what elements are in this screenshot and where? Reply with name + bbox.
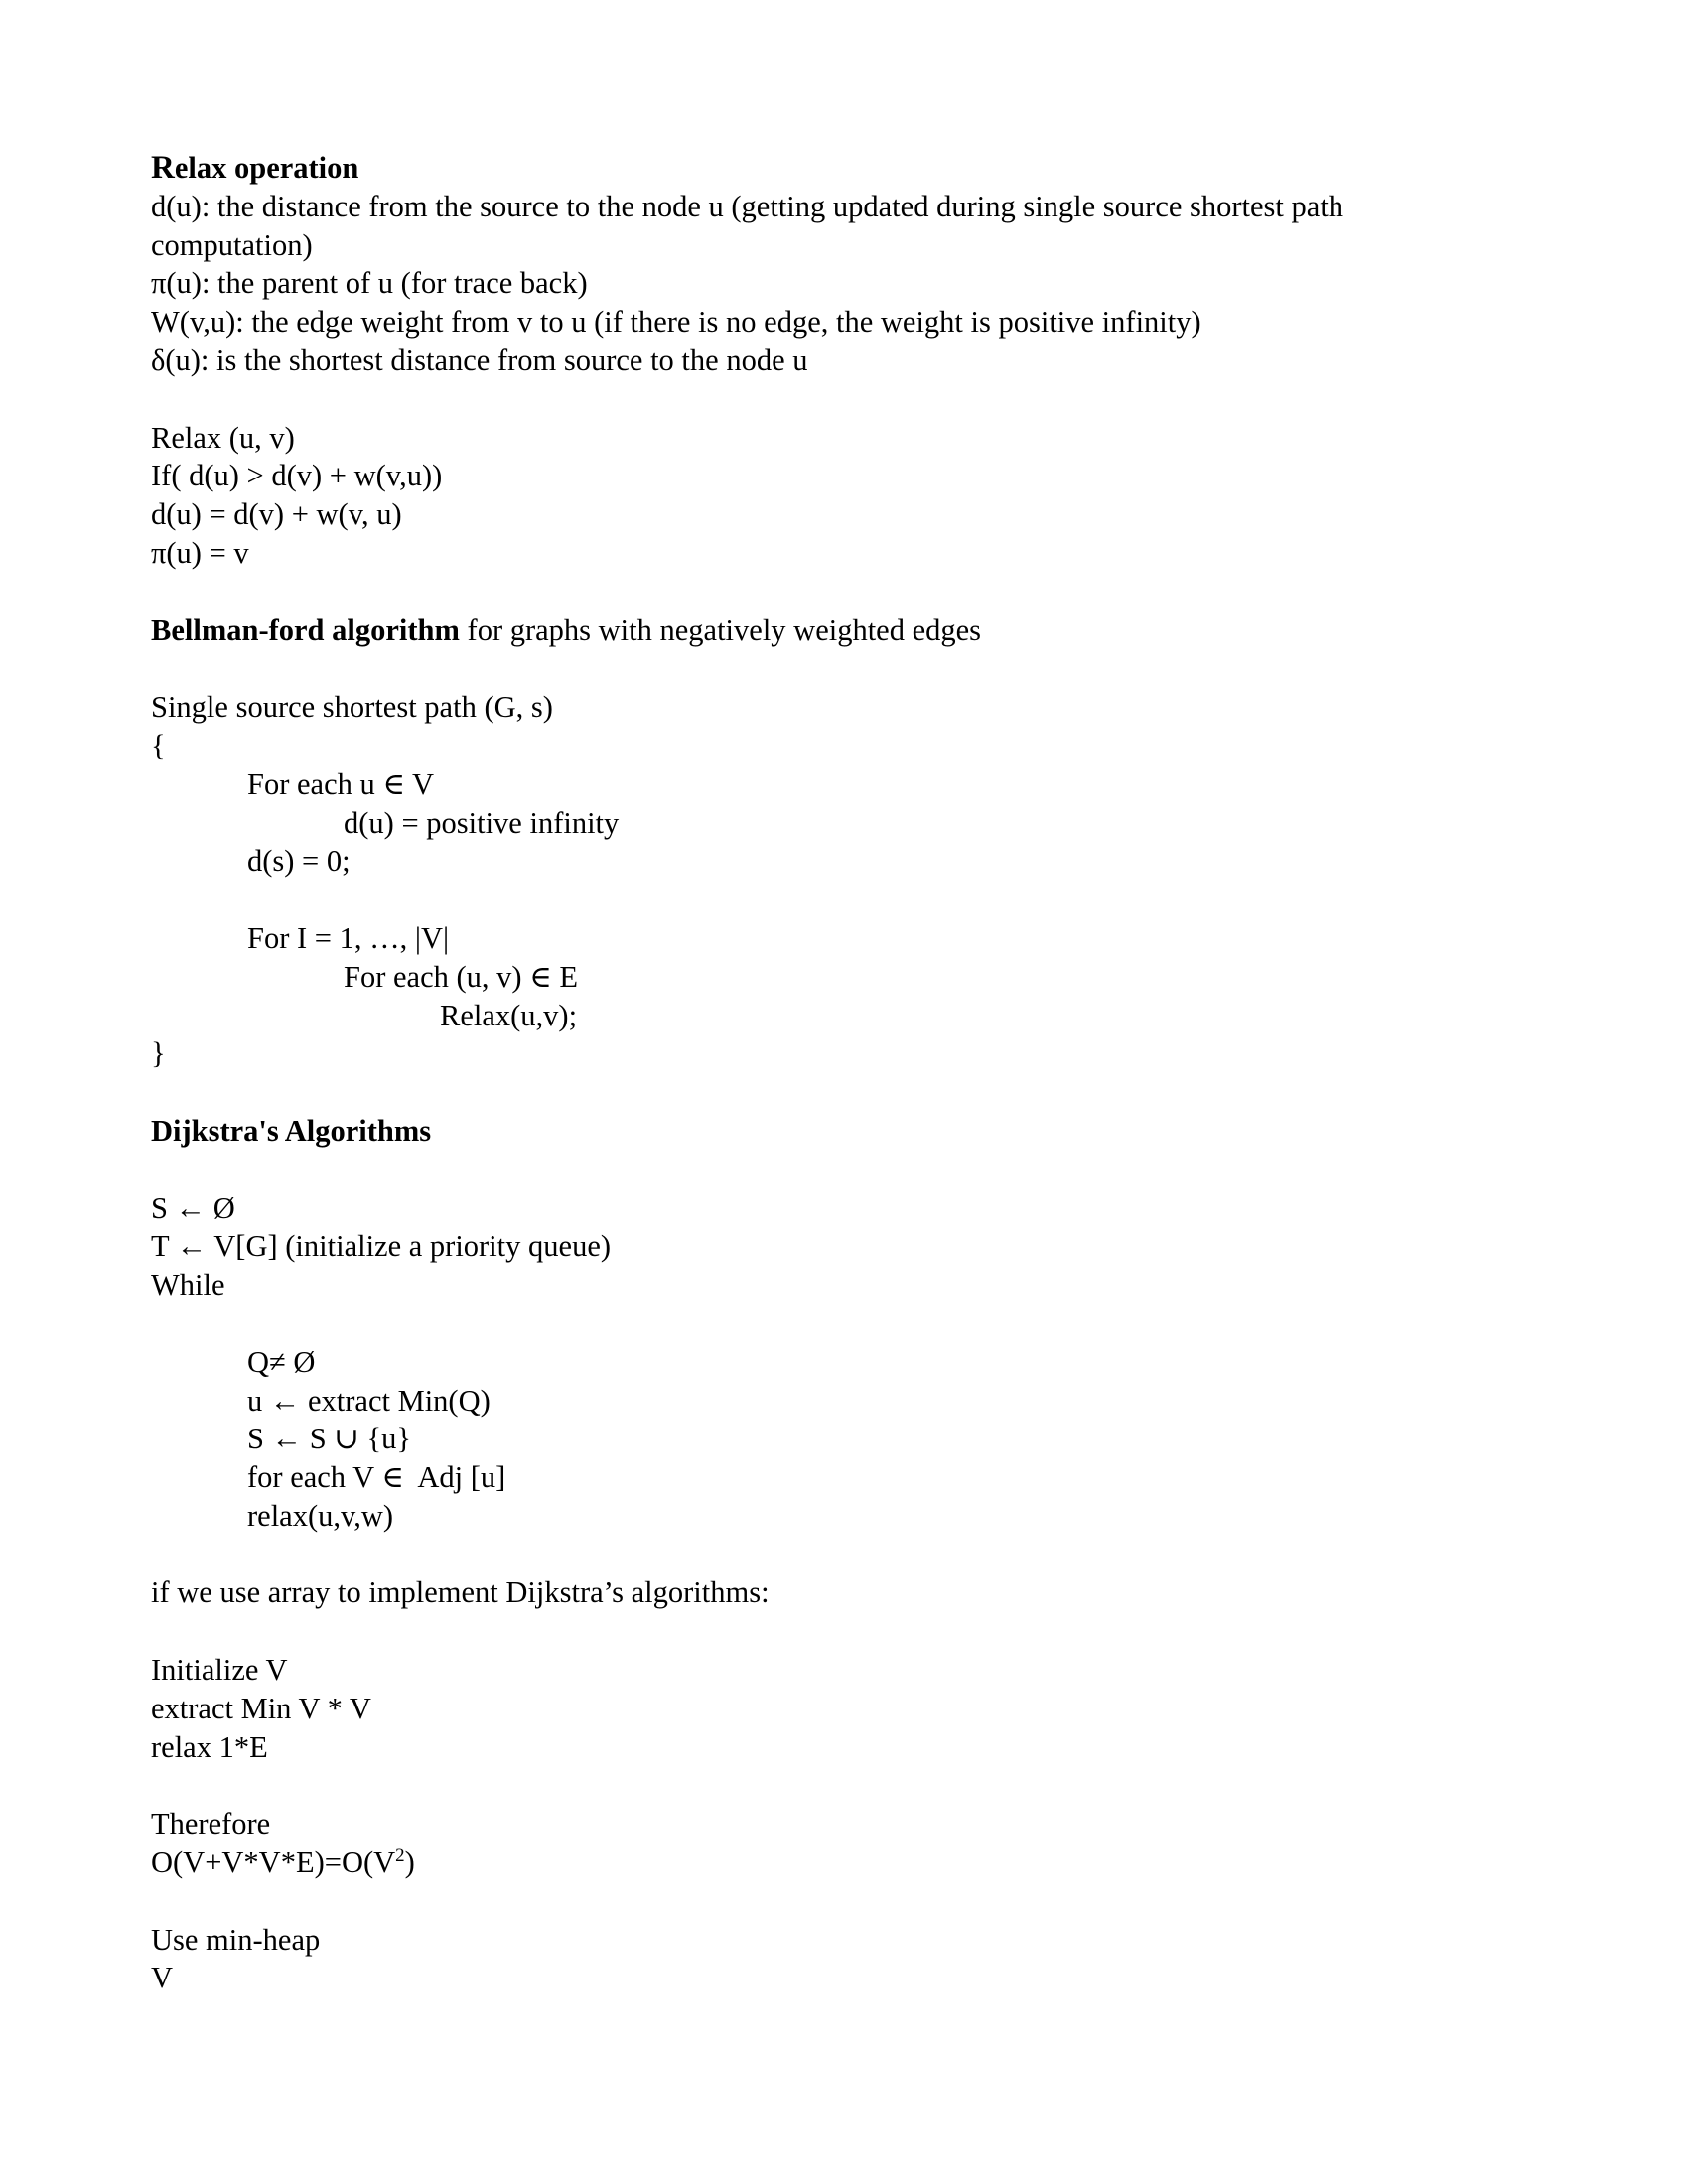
heading-relax-operation-rest: elax operation [174, 151, 359, 185]
heading-dijkstra: Dijkstra's Algorithms [151, 1113, 432, 1148]
bellman-ford-init-infinity: d(u) = positive infinity [344, 805, 620, 840]
spacer [151, 649, 1539, 688]
dijkstra-while: While [151, 1268, 225, 1302]
dijkstra-queue-nonempty: Q≠ Ø [247, 1344, 316, 1379]
bellman-ford-open-brace: { [151, 728, 166, 762]
dijkstra-init-queue: T ← V[G] (initialize a priority queue) [151, 1229, 612, 1264]
therefore-label: Therefore [151, 1807, 271, 1842]
document-body [151, 149, 1539, 1997]
heading-bellman-ford-rest: for graphs with negatively weighted edges [459, 613, 982, 647]
complexity-suffix: ) [404, 1845, 415, 1880]
complexity-expression [151, 1843, 1539, 1882]
bellman-ford-outer-loop: For I = 1, …, |V| [247, 920, 450, 955]
relax-condition: If( d(u) > d(v) + w(v,u)) [151, 459, 443, 493]
spacer [151, 1536, 1539, 1574]
spacer [151, 1882, 1539, 1921]
relax-signature: Relax (u, v) [151, 420, 295, 455]
bellman-ford-init-source: d(s) = 0; [247, 844, 351, 879]
dijkstra-for-each-adj: for each V ∈ Adj [u] [247, 1460, 506, 1495]
dijkstra-array-note: if we use array to implement Dijkstra’s algorithms: [151, 1575, 770, 1610]
definition-d-of-u: d(u): the distance from the source to the node u (getting updated during single source shortest path computation) [151, 189, 1344, 262]
spacer [151, 1766, 1539, 1805]
minheap-value: V [151, 1961, 174, 1995]
definition-w-of-v-u: W(v,u): the edge weight from v to u (if there is no edge, the weight is positive infinity) [151, 305, 1201, 340]
heading-relax-operation [151, 149, 1539, 188]
spacer [151, 1151, 1539, 1189]
cost-initialize: Initialize V [151, 1653, 288, 1688]
dijkstra-add-to-set: S ← S ∪ {u} [247, 1422, 412, 1456]
heading-bellman-ford [151, 612, 1539, 650]
definition-pi-of-u: π(u): the parent of u (for trace back) [151, 266, 588, 301]
bellman-ford-signature: Single source shortest path (G, s) [151, 690, 553, 725]
bellman-ford-inner-loop: For each (u, v) ∈ E [344, 959, 579, 994]
minheap-label: Use min-heap [151, 1922, 321, 1957]
heading-bellman-ford-bold: Bellman-ford algorithm [151, 613, 460, 647]
spacer [151, 573, 1539, 612]
relax-assign-distance: d(u) = d(v) + w(v, u) [151, 497, 402, 532]
dijkstra-extract-min: u ← extract Min(Q) [247, 1383, 491, 1418]
cost-extract-min: extract Min V * V [151, 1691, 371, 1725]
heading-lead-capital: R [151, 150, 175, 186]
relax-assign-parent: π(u) = v [151, 535, 249, 570]
spacer [151, 1304, 1539, 1343]
definition-delta-of-u: δ(u): is the shortest distance from source to the node u [151, 342, 808, 377]
bellman-ford-relax-call: Relax(u,v); [440, 998, 578, 1032]
dijkstra-relax-call: relax(u,v,w) [247, 1498, 394, 1533]
complexity-prefix: O(V+V*V*E)=O(V [151, 1845, 396, 1880]
bellman-ford-for-each-u: For each u ∈ V [247, 766, 435, 801]
spacer [151, 1612, 1539, 1651]
spacer [151, 380, 1539, 419]
cost-relax: relax 1*E [151, 1729, 268, 1764]
complexity-exponent: 2 [395, 1844, 405, 1866]
spacer [151, 1073, 1539, 1112]
bellman-ford-close-brace: } [151, 1036, 166, 1071]
dijkstra-init-set: S ← Ø [151, 1190, 235, 1225]
spacer [151, 881, 1539, 919]
